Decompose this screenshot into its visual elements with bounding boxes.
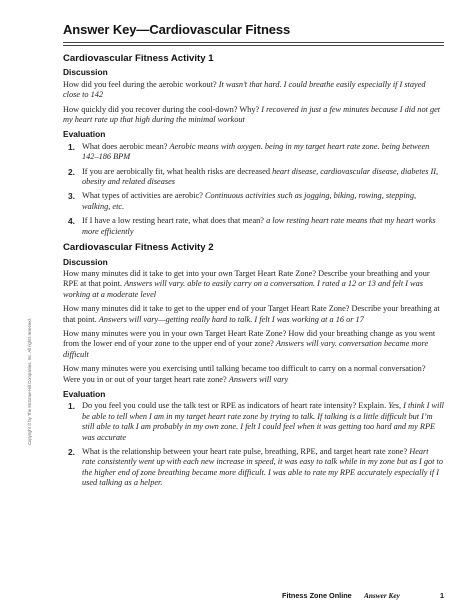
item-number: 1. bbox=[68, 141, 75, 152]
discussion-item bbox=[63, 329, 444, 360]
evaluation-heading: Evaluation bbox=[63, 129, 106, 140]
item-number: 1. bbox=[68, 401, 75, 412]
question-text: How quickly did you recover during the cool-down? Why? bbox=[63, 104, 260, 114]
activity-heading: Cardiovascular Fitness Activity 2 bbox=[63, 242, 214, 254]
discussion-item bbox=[63, 105, 444, 126]
question-text: What types of activities are aerobic? bbox=[82, 191, 203, 201]
page-title: Answer Key—Cardiovascular Fitness bbox=[63, 22, 291, 37]
question-text: If you are aerobically fit, what health risks are decreased bbox=[82, 166, 270, 176]
evaluation-heading: Evaluation bbox=[63, 388, 106, 399]
answer-text: I recovered in just a few minutes because I did not get my heart rate up that high during the minimal workout bbox=[63, 104, 441, 125]
activity-1 bbox=[63, 54, 444, 237]
item-number: 3. bbox=[68, 191, 75, 202]
question-text: How did you feel during the aerobic workout? bbox=[63, 79, 217, 89]
copyright-notice: Copyright © by The McGraw-Hill Companies, Inc. All rights reserved. bbox=[27, 317, 32, 445]
section-label: Answer Key bbox=[364, 591, 400, 600]
question-text: What is the relationship between your heart rate pulse, breathing, RPE, and target heart rate zone? bbox=[82, 447, 408, 456]
answer-text: heart disease, cardiovascular disease, diabetes II, obesity and related diseases bbox=[82, 166, 439, 187]
evaluation-item bbox=[63, 191, 444, 212]
question-text: How many minutes were you in your own Target Heart Rate Zone? How did your breathing change as you went from the lower end of your zone to the upper end of your zone? bbox=[63, 328, 436, 349]
page-number: 1 bbox=[439, 591, 444, 600]
book-title: Fitness Zone Online bbox=[282, 591, 352, 600]
answer-text: Answers will vary bbox=[228, 374, 289, 384]
answer-text: Answers will vary. conversation became more difficult bbox=[63, 339, 429, 359]
evaluation-item bbox=[63, 447, 444, 489]
activity-heading: Cardiovascular Fitness Activity 1 bbox=[63, 53, 214, 64]
question-text: Do you feel you could use the talk test or RPE as indicators of heart rate intensity? Explain. bbox=[82, 401, 387, 411]
evaluation-list bbox=[63, 401, 444, 488]
answer-text: Yes, I think I will be able to tell when I am in my target heart rate zone by trying to talk. If talking is a little difficult but I’m still able to talk I am probably in my own zone. I felt I could feel when it was getting too hard and my RPE was accurate bbox=[82, 401, 444, 442]
page-footer bbox=[282, 591, 444, 603]
evaluation-item bbox=[63, 401, 444, 443]
answer-text: a low resting heart rate means that my heart works more efficiently bbox=[82, 216, 436, 236]
item-number: 2. bbox=[68, 447, 75, 457]
answer-text: Answers will vary—getting really hard to talk. I felt I was working at a 16 or 17 bbox=[98, 314, 364, 324]
discussion-item bbox=[63, 80, 444, 101]
activity-2 bbox=[63, 243, 444, 489]
question-text: How many minutes were you exercising until talking became too difficult to carry on a normal conversation? Were you in or out of your target heart rate zone? bbox=[63, 364, 426, 384]
answer-text: Continuous activities such as jogging, biking, rowing, stepping, walking, etc. bbox=[82, 191, 417, 211]
item-number: 4. bbox=[68, 216, 75, 227]
item-number: 2. bbox=[68, 166, 75, 177]
evaluation-item bbox=[63, 142, 444, 163]
evaluation-item bbox=[63, 216, 444, 237]
question-text: How many minutes did it take to get to the upper end of your Target Heart Rate Zone? Describe your breathing at that point. bbox=[63, 304, 440, 324]
title-rule-top bbox=[63, 42, 444, 43]
question-text: What does aerobic mean? bbox=[82, 141, 168, 151]
title-rule-bottom bbox=[63, 45, 444, 46]
question-text: If I have a low resting heart rate, what does that mean? bbox=[82, 216, 264, 226]
discussion-heading: Discussion bbox=[63, 256, 108, 267]
evaluation-list bbox=[63, 142, 444, 237]
discussion-item bbox=[63, 269, 444, 300]
discussion-heading: Discussion bbox=[63, 67, 108, 78]
answer-text: Aerobic means with oxygen. being in my target heart rate zone. being between 142–186 BPM bbox=[82, 141, 430, 162]
answer-content bbox=[63, 54, 444, 493]
evaluation-item bbox=[63, 167, 444, 188]
answer-text: Answers will vary. able to easily carry on a conversation. I rated a 12 or 13 and felt I was working at a moderate level bbox=[63, 279, 423, 299]
question-text: How many minutes did it take to get into your own Target Heart Rate Zone? Describe your breathing and your RPE at that point. bbox=[63, 268, 430, 289]
answer-text: It wasn’t that hard. I could breathe easily especially if I stayed close to 142 bbox=[63, 79, 426, 100]
discussion-item bbox=[63, 364, 444, 385]
answer-text: Heart rate consistently went up with each new increase in speed, it was easy to talk while in my zone but as I got to the higher end of zone breathing became more difficult. I was able to rate my RPE accurately especially if I used talking as a helper. bbox=[82, 447, 444, 488]
discussion-item bbox=[63, 304, 444, 325]
